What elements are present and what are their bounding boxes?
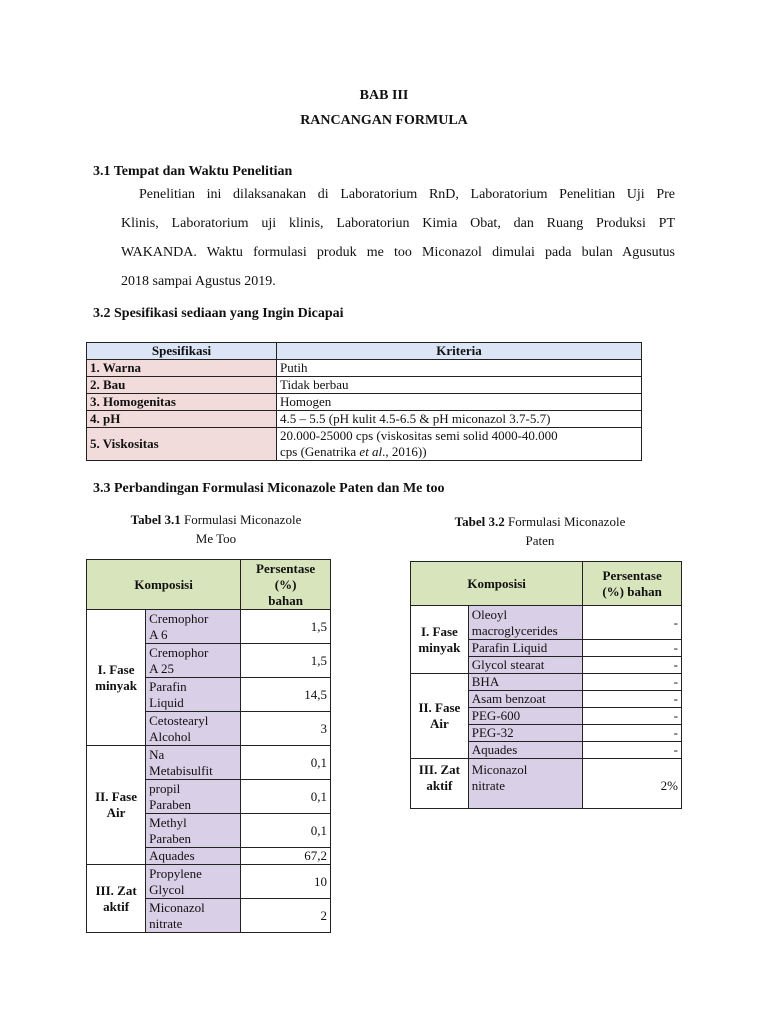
component-cell	[146, 678, 241, 712]
paragraph-line: Penelitian ini dilaksanakan di Laboratorium RnD, Laboratorium Penelitian Uji Pre	[139, 187, 675, 202]
persentase-header	[583, 562, 682, 606]
group-line: aktif	[103, 898, 130, 914]
component-cell: PEG-32	[468, 725, 582, 742]
table-row	[87, 428, 642, 461]
component-line: Oleoyl	[471, 606, 508, 622]
paragraph-line: WAKANDA. Waktu formulasi produk me too Miconazol dimulai pada bulan Agusutus	[121, 245, 675, 260]
persentase-header	[241, 560, 331, 610]
header-line: bahan	[268, 592, 303, 608]
group-label	[411, 759, 469, 809]
value-cell: -	[583, 708, 682, 725]
component-line: nitrate	[471, 778, 505, 793]
component-line: Cremophor	[149, 610, 209, 626]
section-1-heading: 3.1 Tempat dan Waktu Penelitian	[93, 164, 293, 179]
caption-text: Formulasi Miconazole	[504, 514, 626, 529]
group-label	[87, 610, 146, 746]
component-line: Miconazol	[471, 762, 528, 777]
caption-label: Tabel 3.2	[454, 514, 505, 529]
spec-cell: 2. Bau	[87, 377, 277, 394]
component-line: Glycol	[149, 881, 185, 897]
component-cell	[468, 606, 582, 640]
component-line: Alcohol	[149, 728, 192, 744]
criteria-cell: 4.5 – 5.5 (pH kulit 4.5-6.5 & pH miconazol 3.7-5.7)	[277, 411, 642, 428]
value-cell: 0,1	[241, 814, 331, 848]
group-label	[411, 674, 469, 759]
component-cell	[146, 780, 241, 814]
component-cell: Glycol stearat	[468, 657, 582, 674]
component-line: macroglycerides	[471, 622, 558, 638]
value-cell: 1,5	[241, 610, 331, 644]
value-cell: -	[583, 691, 682, 708]
section-2-heading: 3.2 Spesifikasi sediaan yang Ingin Dicapai	[93, 306, 344, 321]
table-3-1-caption	[96, 510, 336, 548]
component-cell: BHA	[468, 674, 582, 691]
group-line: III. Zat	[95, 882, 137, 898]
value-cell: 10	[241, 865, 331, 899]
specification-table	[86, 342, 642, 461]
component-line: Na	[149, 746, 165, 762]
table-row	[87, 394, 642, 411]
criteria-text: ., 2016))	[382, 444, 427, 459]
caption-text: Me Too	[195, 531, 237, 546]
group-line: I. Fase	[97, 661, 135, 677]
header-line: Persentase	[256, 560, 316, 576]
table-3-2-caption	[420, 512, 660, 550]
group-label	[87, 746, 146, 865]
group-line: II. Fase	[418, 700, 461, 715]
component-line: nitrate	[149, 915, 183, 931]
value-cell: 3	[241, 712, 331, 746]
component-cell: Parafin Liquid	[468, 640, 582, 657]
component-cell	[146, 746, 241, 780]
component-cell	[468, 759, 582, 809]
header-line: Persentase	[602, 567, 662, 583]
section-1-paragraph	[121, 180, 675, 296]
component-line: Miconazol	[149, 899, 205, 915]
value-cell: -	[583, 742, 682, 759]
criteria-cell: Homogen	[277, 394, 642, 411]
value-cell: -	[583, 674, 682, 691]
group-label	[87, 865, 146, 933]
criteria-cell: Tidak berbau	[277, 377, 642, 394]
table-row	[87, 360, 642, 377]
group-label	[411, 606, 469, 674]
value-cell: 67,2	[241, 848, 331, 865]
header-line: (%) bahan	[602, 583, 662, 599]
value-cell: 1,5	[241, 644, 331, 678]
group-line: I. Fase	[420, 623, 458, 639]
formulation-table-me-too	[86, 559, 331, 933]
criteria-text-italic: et al	[359, 444, 383, 459]
component-line: Cremophor	[149, 644, 209, 660]
caption-text: Formulasi Miconazole	[180, 512, 302, 527]
paragraph-line: Klinis, Laboratorium uji klinis, Laboratoriun Kimia Obat, dan Ruang Produksi PT	[121, 216, 675, 231]
value-cell: 14,5	[241, 678, 331, 712]
value-cell: -	[583, 606, 682, 640]
spec-header: Spesifikasi	[87, 343, 277, 360]
caption-text: Paten	[525, 533, 555, 548]
component-cell	[146, 644, 241, 678]
component-line: Paraben	[149, 830, 192, 846]
value-cell: 0,1	[241, 780, 331, 814]
formulation-table-paten	[410, 561, 682, 809]
component-line: Cetostearyl	[149, 712, 209, 728]
spec-cell: 3. Homogenitas	[87, 394, 277, 411]
spec-cell: 4. pH	[87, 411, 277, 428]
component-line: Paraben	[149, 796, 192, 812]
group-line: Air	[429, 716, 449, 731]
criteria-text: cps (Genatrika	[280, 444, 360, 459]
value-cell: -	[583, 640, 682, 657]
criteria-cell	[277, 428, 642, 461]
value-cell: -	[583, 725, 682, 742]
component-cell	[146, 865, 241, 899]
chapter-title: RANCANGAN FORMULA	[300, 113, 468, 128]
component-line: A 6	[149, 626, 168, 642]
group-line: aktif	[426, 778, 453, 793]
group-line: Air	[106, 805, 126, 820]
table-row	[87, 411, 642, 428]
component-line: Liquid	[149, 694, 184, 710]
component-line: Metabisulfit	[149, 762, 213, 778]
paragraph-line: 2018 sampai Agustus 2019.	[121, 274, 276, 289]
criteria-text: 20.000-25000 cps (viskositas semi solid 4000-40.000	[280, 428, 558, 443]
komposisi-header: Komposisi	[411, 562, 583, 606]
group-line: II. Fase	[95, 789, 138, 804]
value-cell: 2	[241, 899, 331, 933]
component-line: propil	[149, 780, 181, 796]
group-line: III. Zat	[418, 762, 460, 777]
caption-label: Tabel 3.1	[130, 512, 181, 527]
criteria-header: Kriteria	[277, 343, 642, 360]
component-line: A 25	[149, 660, 175, 676]
criteria-cell: Putih	[277, 360, 642, 377]
header-line: (%)	[274, 576, 297, 592]
component-line: Propylene	[149, 865, 202, 881]
chapter-number: BAB III	[359, 88, 409, 103]
table-row	[87, 377, 642, 394]
group-line: minyak	[418, 639, 461, 655]
component-cell	[146, 712, 241, 746]
component-cell: PEG-600	[468, 708, 582, 725]
component-cell	[146, 899, 241, 933]
component-cell	[146, 814, 241, 848]
spec-cell: 5. Viskositas	[87, 428, 277, 461]
spec-cell: 1. Warna	[87, 360, 277, 377]
group-line: minyak	[95, 677, 138, 693]
komposisi-header: Komposisi	[87, 560, 241, 610]
value-cell: 2%	[583, 759, 682, 809]
component-cell: Aquades	[468, 742, 582, 759]
value-cell: -	[583, 657, 682, 674]
component-cell: Asam benzoat	[468, 691, 582, 708]
value-cell: 0,1	[241, 746, 331, 780]
component-cell: Aquades	[146, 848, 241, 865]
component-line: Methyl	[149, 814, 187, 830]
component-line: Parafin	[149, 678, 187, 694]
component-cell	[146, 610, 241, 644]
section-3-heading: 3.3 Perbandingan Formulasi Miconazole Paten dan Me too	[93, 481, 445, 496]
